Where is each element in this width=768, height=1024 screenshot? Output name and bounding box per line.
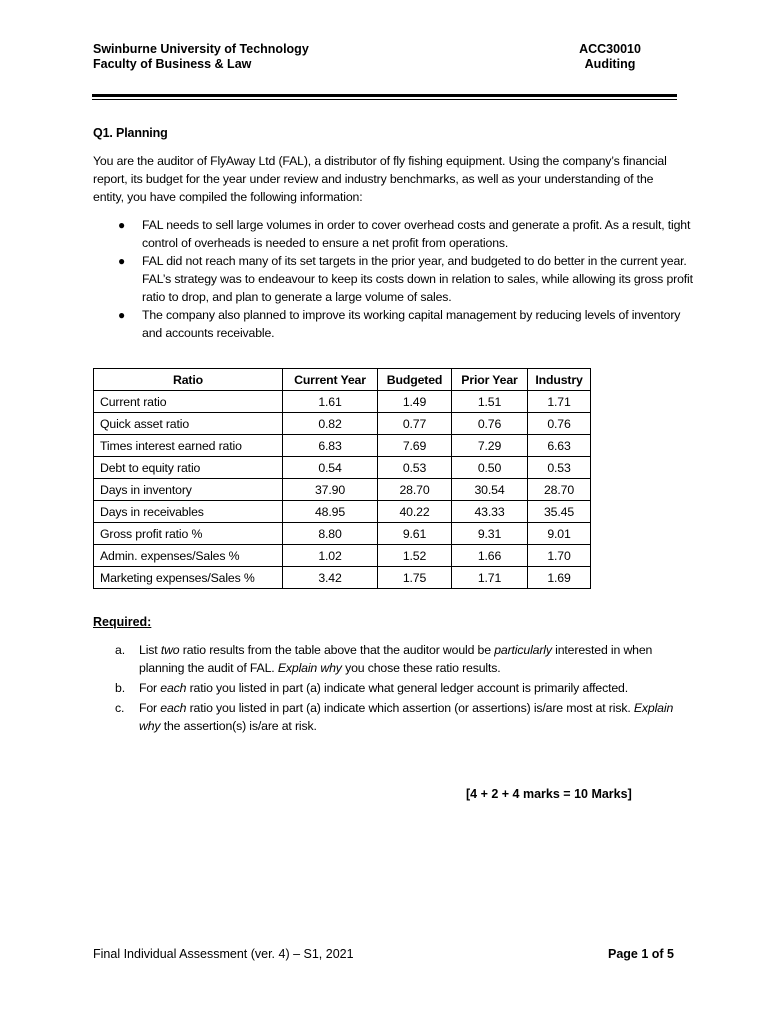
emphasis-text: each: [160, 701, 187, 715]
table-row: [94, 567, 591, 589]
bullet-icon: ●: [118, 254, 126, 268]
list-item: [93, 641, 683, 677]
table-body: [94, 391, 591, 589]
ratio-value-cell: 1.71: [452, 567, 528, 589]
ratio-value-cell: 28.70: [378, 479, 452, 501]
info-bullet-list: [93, 216, 693, 342]
table-row: [94, 479, 591, 501]
marks-allocation: [4 + 2 + 4 marks = 10 Marks]: [466, 787, 632, 801]
task-text: interested in when planning the audit of FAL.: [139, 643, 653, 675]
ratio-value-cell: 3.42: [283, 567, 378, 589]
task-text: the assertion(s) is/are at risk.: [160, 719, 317, 733]
emphasis-text: Explain why: [139, 701, 674, 733]
bullet-icon: ●: [118, 308, 126, 322]
task-marker: a.: [115, 643, 125, 657]
ratio-name-cell: Debt to equity ratio: [94, 457, 283, 479]
task-text: For: [139, 681, 161, 695]
ratio-value-cell: 7.29: [452, 435, 528, 457]
task-marker: b.: [115, 681, 125, 695]
ratio-name-cell: Gross profit ratio %: [94, 523, 283, 545]
column-header: Prior Year: [452, 369, 528, 391]
ratio-value-cell: 1.61: [283, 391, 378, 413]
header-divider-thin: [92, 99, 677, 100]
ratio-value-cell: 0.53: [378, 457, 452, 479]
bullet-icon: ●: [118, 218, 126, 232]
task-text: List: [139, 643, 161, 657]
table-row: [94, 545, 591, 567]
ratio-value-cell: 0.76: [452, 413, 528, 435]
table-header-row: [94, 369, 591, 391]
ratio-name-cell: Times interest earned ratio: [94, 435, 283, 457]
table-row: [94, 391, 591, 413]
header-unit: [560, 42, 660, 72]
ratio-table: [93, 368, 591, 589]
task-text: ratio you listed in part (a) indicate which assertion (or assertions) is/are most at risk.: [186, 701, 634, 715]
list-item: [93, 252, 693, 306]
ratio-value-cell: 43.33: [452, 501, 528, 523]
ratio-value-cell: 40.22: [378, 501, 452, 523]
header-institution: [93, 42, 309, 72]
task-text: ratio you listed in part (a) indicate what general ledger account is primarily affected.: [186, 681, 628, 695]
ratio-value-cell: 1.71: [528, 391, 591, 413]
ratio-value-cell: 48.95: [283, 501, 378, 523]
university-name: Swinburne University of Technology: [93, 42, 309, 56]
ratio-value-cell: 0.82: [283, 413, 378, 435]
ratio-value-cell: 1.70: [528, 545, 591, 567]
ratio-value-cell: 1.02: [283, 545, 378, 567]
ratio-value-cell: 9.01: [528, 523, 591, 545]
ratio-value-cell: 28.70: [528, 479, 591, 501]
task-text: For: [139, 701, 161, 715]
table-row: [94, 413, 591, 435]
ratio-value-cell: 9.61: [378, 523, 452, 545]
ratio-value-cell: 1.66: [452, 545, 528, 567]
ratio-value-cell: 6.83: [283, 435, 378, 457]
footer-page-number: Page 1 of 5: [608, 947, 674, 961]
faculty-name: Faculty of Business & Law: [93, 57, 252, 71]
header-divider-thick: [92, 94, 677, 97]
list-item: [93, 679, 683, 697]
column-header: Industry: [528, 369, 591, 391]
ratio-value-cell: 7.69: [378, 435, 452, 457]
list-item: [93, 216, 693, 252]
footer-assessment-info: Final Individual Assessment (ver. 4) – S1, 2021: [93, 947, 354, 961]
ratio-value-cell: 1.51: [452, 391, 528, 413]
ratio-value-cell: 1.49: [378, 391, 452, 413]
emphasis-text: particularly: [494, 643, 552, 657]
ratio-name-cell: Days in inventory: [94, 479, 283, 501]
table-row: [94, 523, 591, 545]
unit-code: ACC30010: [579, 42, 641, 56]
ratio-value-cell: 1.52: [378, 545, 452, 567]
emphasis-text: Explain why: [277, 661, 342, 675]
ratio-value-cell: 8.80: [283, 523, 378, 545]
emphasis-text: each: [160, 681, 187, 695]
column-header: Current Year: [283, 369, 378, 391]
ratio-value-cell: 0.50: [452, 457, 528, 479]
task-text: you chose these ratio results.: [341, 661, 501, 675]
question-intro: You are the auditor of FlyAway Ltd (FAL), a distributor of fly fishing equipment. Using the company’s financial report, its budget for the year under review and industry benchmarks, as well as your understanding of the entity, you have compiled the following information:: [93, 154, 667, 204]
ratio-value-cell: 0.77: [378, 413, 452, 435]
ratio-value-cell: 1.75: [378, 567, 452, 589]
column-header: Ratio: [94, 369, 283, 391]
bullet-text: The company also planned to improve its working capital management by reducing levels of inventory and accounts receivable.: [142, 308, 681, 340]
ratio-name-cell: Quick asset ratio: [94, 413, 283, 435]
ratio-value-cell: 35.45: [528, 501, 591, 523]
unit-name: Auditing: [584, 57, 636, 71]
ratio-value-cell: 0.54: [283, 457, 378, 479]
ratio-value-cell: 6.63: [528, 435, 591, 457]
required-heading: Required:: [93, 615, 152, 629]
ratio-name-cell: Admin. expenses/Sales %: [94, 545, 283, 567]
ratio-value-cell: 9.31: [452, 523, 528, 545]
table-row: [94, 435, 591, 457]
task-text: ratio results from the table above that the auditor would be: [179, 643, 495, 657]
emphasis-text: two: [160, 643, 180, 657]
ratio-name-cell: Marketing expenses/Sales %: [94, 567, 283, 589]
ratio-name-cell: Current ratio: [94, 391, 283, 413]
question-title: Q1. Planning: [93, 126, 168, 140]
ratio-value-cell: 1.69: [528, 567, 591, 589]
table-row: [94, 457, 591, 479]
ratio-name-cell: Days in receivables: [94, 501, 283, 523]
bullet-text: FAL did not reach many of its set targets in the prior year, and budgeted to do better in the current year. FAL’s strategy was to endeavour to keep its costs down in relation to sales, while allowing its gross profit ratio to drop, and plan to generate a large volume of sales.: [142, 254, 693, 304]
ratio-value-cell: 0.76: [528, 413, 591, 435]
table-row: [94, 501, 591, 523]
bullet-text: FAL needs to sell large volumes in order to cover overhead costs and generate a profit. As a result, tight control of overheads is needed to ensure a net profit from operations.: [142, 218, 691, 250]
required-task-list: [93, 641, 683, 737]
list-item: [93, 306, 693, 342]
ratio-value-cell: 30.54: [452, 479, 528, 501]
list-item: [93, 699, 683, 735]
ratio-value-cell: 37.90: [283, 479, 378, 501]
task-marker: c.: [115, 701, 125, 715]
column-header: Budgeted: [378, 369, 452, 391]
ratio-value-cell: 0.53: [528, 457, 591, 479]
